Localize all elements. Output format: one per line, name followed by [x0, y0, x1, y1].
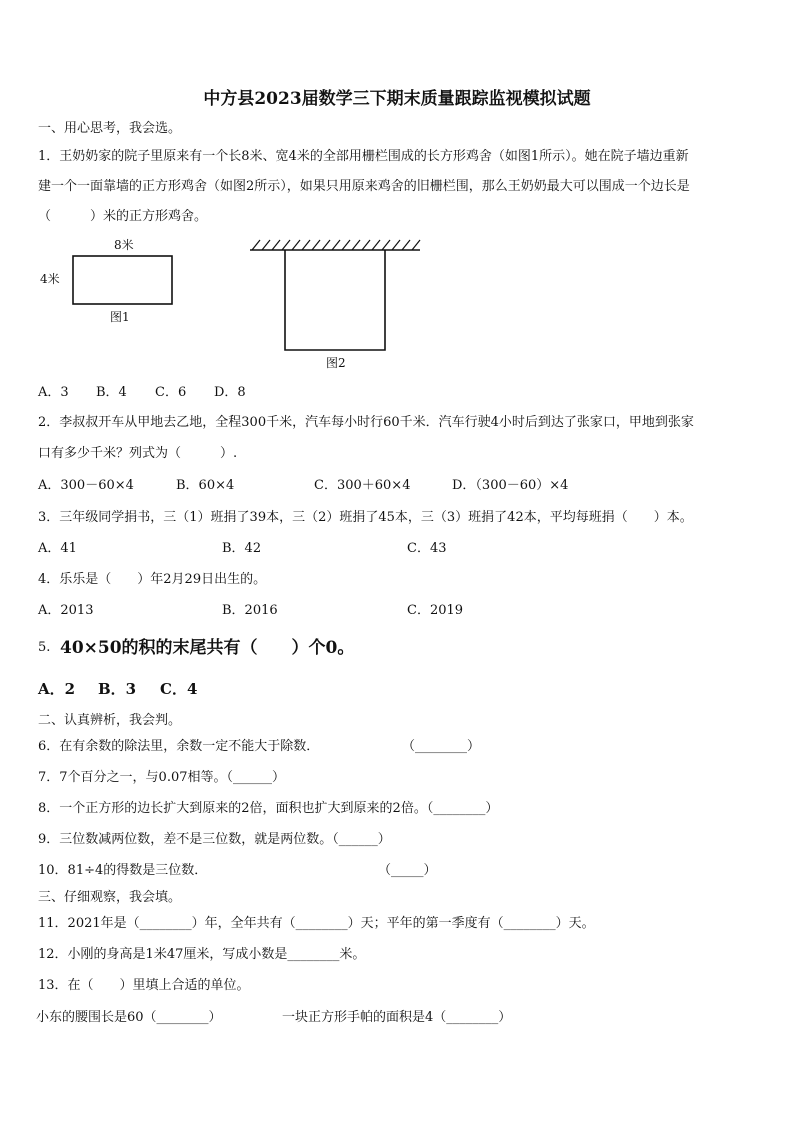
question-4-line-1: 4．乐乐是（ ）年2月29日出生的。: [38, 572, 267, 587]
question-8-text: 8．一个正方形的边长扩大到原来的2倍，面积也扩大到原来的2倍。（________）: [38, 801, 499, 816]
question-7-text: 7．7个百分之一，与0.07相等。（______）: [38, 770, 285, 785]
question-4-option-b[interactable]: B．2016: [222, 603, 278, 618]
question-12-text: 12．小刚的身高是1米47厘米，写成小数是________米。: [38, 947, 366, 962]
page-title: 中方县2023届数学三下期末质量跟踪监视模拟试题: [203, 89, 591, 109]
question-13-left-blank[interactable]: 小东的腰围长是60（________）: [36, 1010, 222, 1025]
question-6-text: 6．在有余数的除法里，余数一定不能大于除数．: [38, 739, 320, 754]
question-2-option-a[interactable]: A．300－60×4: [38, 478, 134, 493]
section-heading-fill: 三、仔细观察，我会填。: [38, 890, 182, 905]
question-1-option-b[interactable]: B．4: [96, 385, 127, 400]
figure-1-caption: 图1: [110, 310, 130, 324]
question-3-option-c[interactable]: C．43: [407, 541, 447, 556]
question-1-line-1: 1．王奶奶家的院子里原来有一个长8米、宽4米的全部用栅栏围成的长方形鸡舍（如图1所示）。她在院子墙边重新: [38, 149, 689, 164]
question-2-option-b[interactable]: B．60×4: [176, 478, 235, 493]
question-4-option-a[interactable]: A．2013: [38, 603, 94, 618]
question-11-text: 11．2021年是（________）年，全年共有（________）天；平年的第一季度有（________）天。: [38, 916, 595, 931]
question-1-option-a[interactable]: A．3: [38, 385, 69, 400]
question-2-option-c[interactable]: C．300＋60×4: [314, 478, 411, 493]
figure-1-width-label: 4米: [40, 272, 60, 286]
figure-2-caption: 图2: [326, 356, 346, 370]
question-1-line-3: （ ）米的正方形鸡舍。: [38, 209, 208, 224]
question-6-answer-blank[interactable]: （________）: [402, 739, 481, 754]
question-5-option-c[interactable]: C．4: [160, 680, 198, 698]
question-9-text: 9．三位数减两位数，差不是三位数，就是两位数。（______）: [38, 832, 391, 847]
question-1-option-c[interactable]: C．6: [155, 385, 187, 400]
figure-1: [36, 236, 186, 328]
question-5-number: 5.: [38, 640, 51, 655]
question-3-line-1: 3．三年级同学捐书，三（1）班捐了39本，三（2）班捐了45本，三（3）班捐了42本，平均每班捐（ ）本。: [38, 510, 693, 525]
figure-2-square-against-wall: [246, 236, 424, 354]
question-5-line-1: 40×50的积的末尾共有（ ）个0。: [60, 638, 355, 658]
question-5-option-b[interactable]: B．3: [98, 680, 137, 698]
figure-1-length-label: 8米: [114, 238, 134, 252]
question-1-line-2: 建一个一面靠墙的正方形鸡舍（如图2所示），如果只用原来鸡舍的旧栅栏围，那么王奶奶最大可以围成一个边长是: [38, 179, 690, 194]
question-10-text: 10．81÷4的得数是三位数．: [38, 863, 208, 878]
question-2-line-1: 2．李叔叔开车从甲地去乙地，全程300千米，汽车每小时行60千米．汽车行驶4小时后到达了张家口，甲地到张家: [38, 415, 694, 430]
question-4-option-c[interactable]: C．2019: [407, 603, 464, 618]
question-3-option-b[interactable]: B．42: [222, 541, 262, 556]
question-2-line-2: 口有多少千米？列式为（ ）.: [38, 446, 238, 461]
question-5-option-a[interactable]: A．2: [38, 680, 76, 698]
question-1-option-d[interactable]: D．8: [214, 385, 246, 400]
question-10-answer-blank[interactable]: （_____）: [378, 863, 437, 878]
figure-2: [246, 236, 424, 372]
question-13-right-blank[interactable]: 一块正方形手帕的面积是4（________）: [282, 1010, 512, 1025]
section-heading-judge: 二、认真辨析，我会判。: [38, 713, 182, 728]
question-2-option-d[interactable]: D．（300－60）×4: [452, 478, 569, 493]
question-13-text: 13．在（ ）里填上合适的单位。: [38, 978, 250, 993]
question-3-option-a[interactable]: A．41: [38, 541, 77, 556]
section-heading-choice: 一、用心思考，我会选。: [38, 121, 182, 136]
